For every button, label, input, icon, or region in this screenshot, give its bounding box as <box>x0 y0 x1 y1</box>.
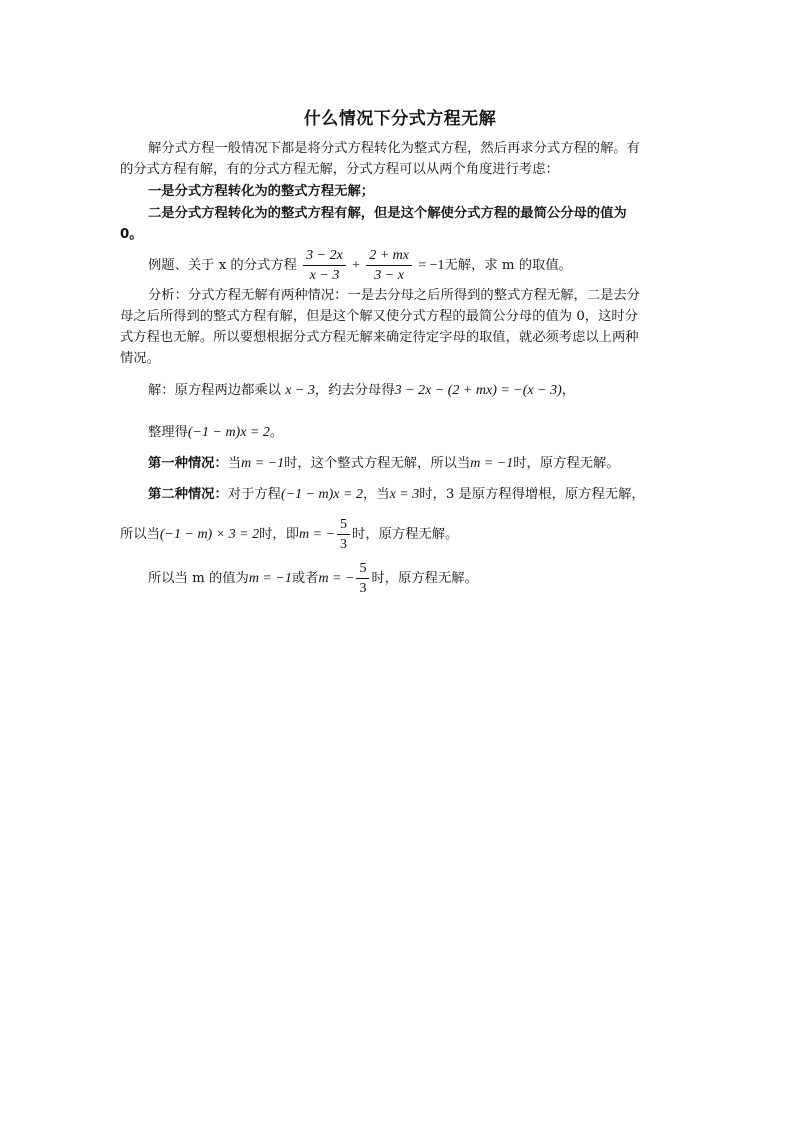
analysis-line-2: 母之后所得到的整式方程有解，但是这个解又使分式方程的最简公分母的值为 0，这时分 <box>120 309 638 324</box>
intro-point-2b: 0。 <box>120 227 143 242</box>
case-1-text-c: 时，原方程无解。 <box>513 456 620 471</box>
example-fraction-1 <box>303 247 346 284</box>
case-2-text-b: ，当 <box>362 487 390 502</box>
solution-step-2-math: (−1 − m)x = 2 <box>187 425 270 440</box>
case-2-continuation <box>120 516 676 553</box>
case-2-math-b: x = 3 <box>389 487 420 502</box>
case-2-fraction-numerator: 5 <box>337 516 350 535</box>
conclusion-math-b: m = − <box>318 571 355 586</box>
analysis-line-4: 情况。 <box>120 351 160 366</box>
case-2-line <box>148 486 676 504</box>
example-fraction-2-denominator: 3 − x <box>374 268 404 283</box>
example-line <box>148 247 676 284</box>
case-2-cont-text-b: 时，即 <box>259 527 300 542</box>
example-suffix: 无解，求 m 的取值。 <box>444 258 572 273</box>
case-1-math-b: m = −1 <box>470 456 514 471</box>
case-1-label: 第一种情况： <box>148 456 228 471</box>
example-equals: = −1 <box>418 258 445 273</box>
case-2-fraction-denominator: 3 <box>340 537 348 552</box>
intro-line-2: 的分式方程有解，有的分式方程无解，分式方程可以从两个角度进行考虑： <box>120 162 559 177</box>
conclusion-math-a: m = −1 <box>248 571 292 586</box>
case-1-text-a: 当 <box>227 456 242 471</box>
case-2-cont-math-b: m = − <box>299 527 336 542</box>
conclusion-fraction <box>356 560 369 597</box>
intro-point-2a: 二是分式方程转化为的整式方程有解，但是这个解使分式方程的最简公分母的值为 <box>148 206 627 221</box>
conclusion-text-c: 时，原方程无解。 <box>371 571 478 586</box>
solution-step-1-text-a: 解：原方程两边都乘以 <box>148 383 281 398</box>
case-2-text-a: 对于方程 <box>227 487 281 502</box>
case-2-cont-math-a: (−1 − m) × 3 = 2 <box>159 527 260 542</box>
case-2-math-a: (−1 − m)x = 2 <box>280 487 363 502</box>
case-1-math-a: m = −1 <box>241 456 285 471</box>
intro-line-1: 解分式方程一般情况下都是将分式方程转化为整式方程，然后再求分式方程的解。有 <box>148 141 640 156</box>
case-1-line <box>148 455 676 473</box>
solution-step-1-text-c: ， <box>561 383 576 398</box>
example-fraction-1-denominator: x − 3 <box>309 268 340 283</box>
solution-step-2-text-a: 整理得 <box>148 425 188 440</box>
solution-step-1-math-a: x − 3 <box>285 383 315 398</box>
conclusion-text-b: 或者 <box>291 571 319 586</box>
document-title: 什么情况下分式方程无解 <box>303 109 497 129</box>
case-2-label: 第二种情况： <box>148 487 228 502</box>
solution-step-2-text-b: 。 <box>269 425 284 440</box>
solution-step-1 <box>148 382 676 400</box>
conclusion-fraction-denominator: 3 <box>359 581 367 596</box>
case-2-text-c: 时，3 是原方程得增根，原方程无解， <box>419 487 645 502</box>
case-2-cont-text-c: 时，原方程无解。 <box>352 527 459 542</box>
case-1-text-b: 时，这个整式方程无解，所以当 <box>284 456 471 471</box>
example-prefix: 例题、关于 x 的分式方程 <box>148 258 297 273</box>
conclusion-fraction-numerator: 5 <box>356 560 369 579</box>
example-fraction-2-numerator: 2 + mx <box>366 247 412 266</box>
solution-step-1-math-b: 3 − 2x − (2 + mx) = −(x − 3) <box>394 383 562 398</box>
solution-step-2 <box>148 424 676 442</box>
case-2-fraction <box>337 516 350 553</box>
analysis-line-1: 分析：分式方程无解有两种情况：一是去分母之后所得到的整式方程无解，二是去分 <box>148 288 640 303</box>
intro-point-1: 一是分式方程转化为的整式方程无解； <box>148 184 375 199</box>
example-fraction-2 <box>366 247 412 284</box>
example-fraction-1-numerator: 3 − 2x <box>303 247 346 266</box>
example-plus: + <box>352 258 360 273</box>
analysis-line-3: 式方程也无解。所以要想根据分式方程无解来确定待定字母的取值，就必须考虑以上两种 <box>120 330 639 345</box>
solution-step-1-text-b: ，约去分母得 <box>314 383 395 398</box>
conclusion-line <box>148 560 676 597</box>
case-2-cont-text-a: 所以当 <box>120 527 160 542</box>
conclusion-text-a: 所以当 m 的值为 <box>148 571 249 586</box>
